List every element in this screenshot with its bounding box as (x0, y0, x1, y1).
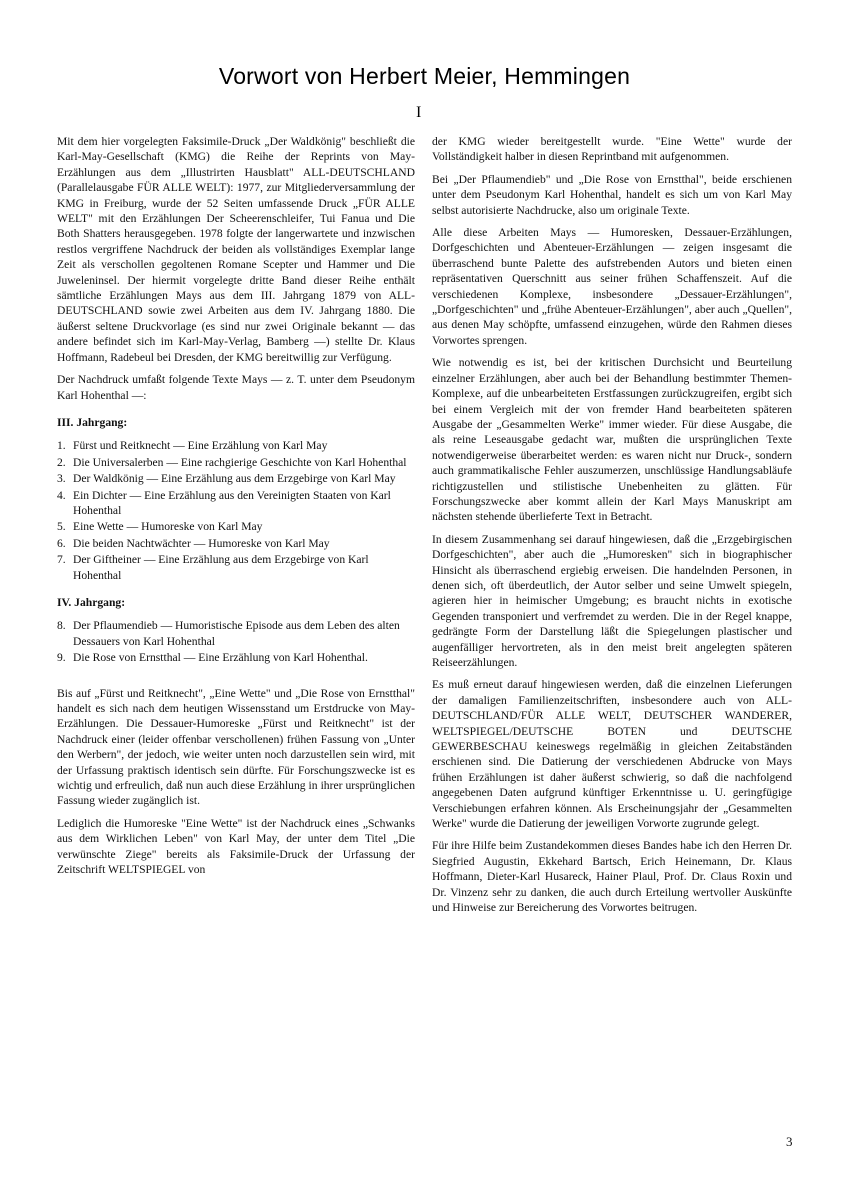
list-item: 2. Die Universalerben — Eine rachgierige Geschichte von Karl Hohenthal (57, 455, 407, 469)
paragraph-erstdrucke: Bis auf „Fürst und Reitknecht", „Eine Wette" und „Die Rose von Ernstthal" handelt es sich nach dem heutigen Wissensstand um Erstdrucke von May-Erzählungen. Die Dessauer-Humoreske „Fürst und Reitknecht" ist der Nachdruck einer (leider offenbar verschollenen) frühen Fassung von „Unter den Werbern", der jedoch, wie weiter unten noch darzustellen sein wird, mit der Urfassung praktisch identisch sein dürfte. Für Forschungszwecke ist es wichtig und erfreulich, daß nun auch diese Erzählung in ihrer ursprünglichen Fassung wieder zugänglich ist. (57, 686, 415, 808)
paragraph-erstfassungen: Wie notwendig es ist, bei der kritischen Durchsicht und Beurteilung einzelner Erzählungen, aber auch bei der Behandlung bestimmter Themen-Komplexe, auf die unbearbeiteten Erstfassungen zurückzugreifen, ergibt sich bei einem Vergleich mit der von fremder Hand bearbeiteten späteren Ausgabe der „Gesammelten Werke" immer wieder. Für diese Ausgabe, die als reine Leseausgabe gedacht war, mußten die ursprünglichen Texte notwendigerweise überarbeitet werden: es waren nicht nur Druck-, sondern auch grammatikalische Fehler auszumerzen, unschlüssige Handlungsabläufe richtigzustellen und stilistische Unebenheiten zu glätten. Für Forschungszwecke aber kommt allein der Karl Mays Manuskript am nächsten stehende überlieferte Text in Betracht. (432, 356, 792, 524)
list-item: 5. Eine Wette — Humoreske von Karl May (57, 520, 263, 534)
page-number: 3 (786, 1134, 793, 1149)
section-numeral: I (416, 104, 422, 121)
paragraph-datierung: Es muß erneut darauf hingewiesen werden, daß die einzelnen Lieferungen der damaligen Familienzeitschriften, insbesondere auch von ALL-DEUTSCHLAND/FÜR ALLE WELT, DEUTSCHER WANDERER, WELTSPIEGEL/DEUTSCHE BOTEN und DEUTSCHE GEWERBESCHAU keineswegs regelmäßig in gleichen Zeitabständen erschienen sind. Die Datierung der verschiedenen Abdrucke von Mays frühen Erzählungen ist daher äußerst schwierig, so daß die nachfolgend angegebenen Daten aufgrund künftiger Erkenntnisse u. U. geringfügige Verschiebungen erfahren können. Als Erscheinungsjahr der „Gesammelten Werke" wurde die Datierung der jeweiligen Vorworte zugrunde gelegt. (432, 678, 792, 831)
heading-jahrgang-iii: III. Jahrgang: (57, 415, 128, 429)
list-item: 1. Fürst und Reitknecht — Eine Erzählung von Karl May (57, 439, 328, 453)
list-item: 6. Die beiden Nachtwächter — Humoreske von Karl May (57, 536, 330, 550)
list-item: 7. Der Giftheiner — Eine Erzählung aus dem Erzgebirge von Karl Hohenthal (57, 553, 369, 582)
page-title: Vorwort von Herbert Meier, Hemmingen (218, 63, 631, 90)
paragraph-palette: Alle diese Arbeiten Mays — Humoresken, Dessauer-Erzählungen, Dorfgeschichten und Abenteuer-Erzählungen — zeigen insgesamt die überraschend bunte Palette des aufstrebenden Autors und bieten einen repräsentativen Querschnitt aus seiner frühen Schaffenszeit. Auf die verschiedenen Komplexe, insbesondere „Dessauer-Erzählungen", „Dorfgeschichten" und „frühe Abenteuer-Erzählungen", aber auch „Quellen", aus denen May schöpfte, umfassend einzugehen, würde den Rahmen dieses Vorwortes sprengen. (432, 226, 792, 347)
list-item: 9. Die Rose von Ernstthal — Eine Erzählung von Karl Hohenthal. (57, 651, 368, 665)
heading-jahrgang-iv: IV. Jahrgang: (57, 595, 126, 609)
paragraph-continuation: der KMG wieder bereitgestellt wurde. "Eine Wette" wurde der Vollständigkeit halber in diesen Reprintband mit aufgenommen. (432, 135, 792, 164)
paragraph-dorfgeschichten: In diesem Zusammenhang sei darauf hingewiesen, daß die „Erzgebirgischen Dorfgeschichten", aber auch die „Humoresken" sich in biographischer Hinsicht als überraschend ergiebig erweisen. Die handelnden Personen, in denen sich, oft überdeutlich, der Autor selber und seine Umwelt spiegeln, agieren hier in heimischer Umgebung; es braucht nichts in exotische Gegenden transponiert und verfremdet zu werden. Die in der Regel knappe, gedrängte Form der Darstellung läßt die Spiegelungen plastischer und augenfälliger hervortreten, als in den meist breit angelegten späteren Reiseerzählungen. (432, 532, 792, 669)
list-item: 3. Der Waldkönig — Eine Erzählung aus dem Erzgebirge von Karl May (57, 472, 396, 486)
list-jahrgang-iv (57, 618, 415, 665)
list-item: 8. Der Pflaumendieb — Humoristische Episode aus dem Leben des alten Dessauers von Karl Hohenthal (57, 619, 400, 648)
paragraph-eine-wette: Lediglich die Humoreske "Eine Wette" ist der Nachdruck eines „Schwanks aus dem Wirklichen Leben" von Karl May, der unter dem Titel „Die verwünschte Ziege" bereits als Faksimile-Druck der Urfassung der Zeitschrift WELTSPIEGEL von (57, 816, 415, 877)
paragraph-dank: Für ihre Hilfe beim Zustandekommen dieses Bandes habe ich den Herren Dr. Siegfried Augustin, Ekkehard Bartsch, Erich Heinemann, Dr. Klaus Hoffmann, Dieter-Karl Husareck, Hainer Plaul, Prof. Dr. Claus Roxin und Dr. Vinzenz sehr zu danken, die auch durch Erteilung wertvoller Auskünfte und Hinweise zur Bereicherung des Vorwortes beitrugen. (432, 839, 792, 915)
list-jahrgang-iii (57, 438, 415, 583)
intro-paragraph: Mit dem hier vorgelegten Faksimile-Druck „Der Waldkönig" beschließt die Karl-May-Gesellschaft (KMG) die Reihe der Reprints von May-Erzählungen aus dem „Illustrirten Hausblatt" ALL-DEUTSCHLAND (Parallelausgabe FÜR ALLE WELT): 1977, zur Mitgliederversammlung der KMG in Freiburg, wurde der 52 Seiten umfassende Druck „FÜR ALLE WELT" mit den Erzählungen Der Scheerenschleifer, Tui Fanua und Die Both Shatters herausgegeben. 1978 folgte der langerwartete und inzwischen restlos vergriffene Nachdruck der beiden als vollständiges Exemplar lange Zeit als verschollen gegoltenen Romane Scepter und Hammer und Die Juweleninsel. Der hiermit vorgelegte dritte Band dieser Reihe enthält sämtliche Erzählungen Mays aus dem III. Jahrgang 1879 von ALL-DEUTSCHLAND sowie zwei Arbeiten aus dem IV. Jahrgang 1880. Die äußerst seltene Druckvorlage (es sind nur zwei Originale bekannt — das andere befindet sich im Karl-May-Verlag, Bamberg —) stellte Dr. Klaus Hoffmann, Radebeul bei Dresden, der KMG bereitwillig zur Verfügung. (57, 135, 415, 364)
left-column (57, 134, 415, 877)
paragraph-pflaumendieb: Bei „Der Pflaumendieb" und „Die Rose von Ernstthal", beide erschienen unter dem Pseudonym Karl Hohenthal, handelt es sich um von Karl May selbst autorisierte Nachdrucke, also um originale Texte. (432, 172, 792, 217)
contents-intro: Der Nachdruck umfaßt folgende Texte Mays — z. T. unter dem Pseudonym Karl Hohenthal —: (57, 373, 415, 402)
right-column (432, 134, 792, 923)
list-item: 4. Ein Dichter — Eine Erzählung aus den Vereinigten Staaten von Karl Hohenthal (57, 488, 391, 517)
